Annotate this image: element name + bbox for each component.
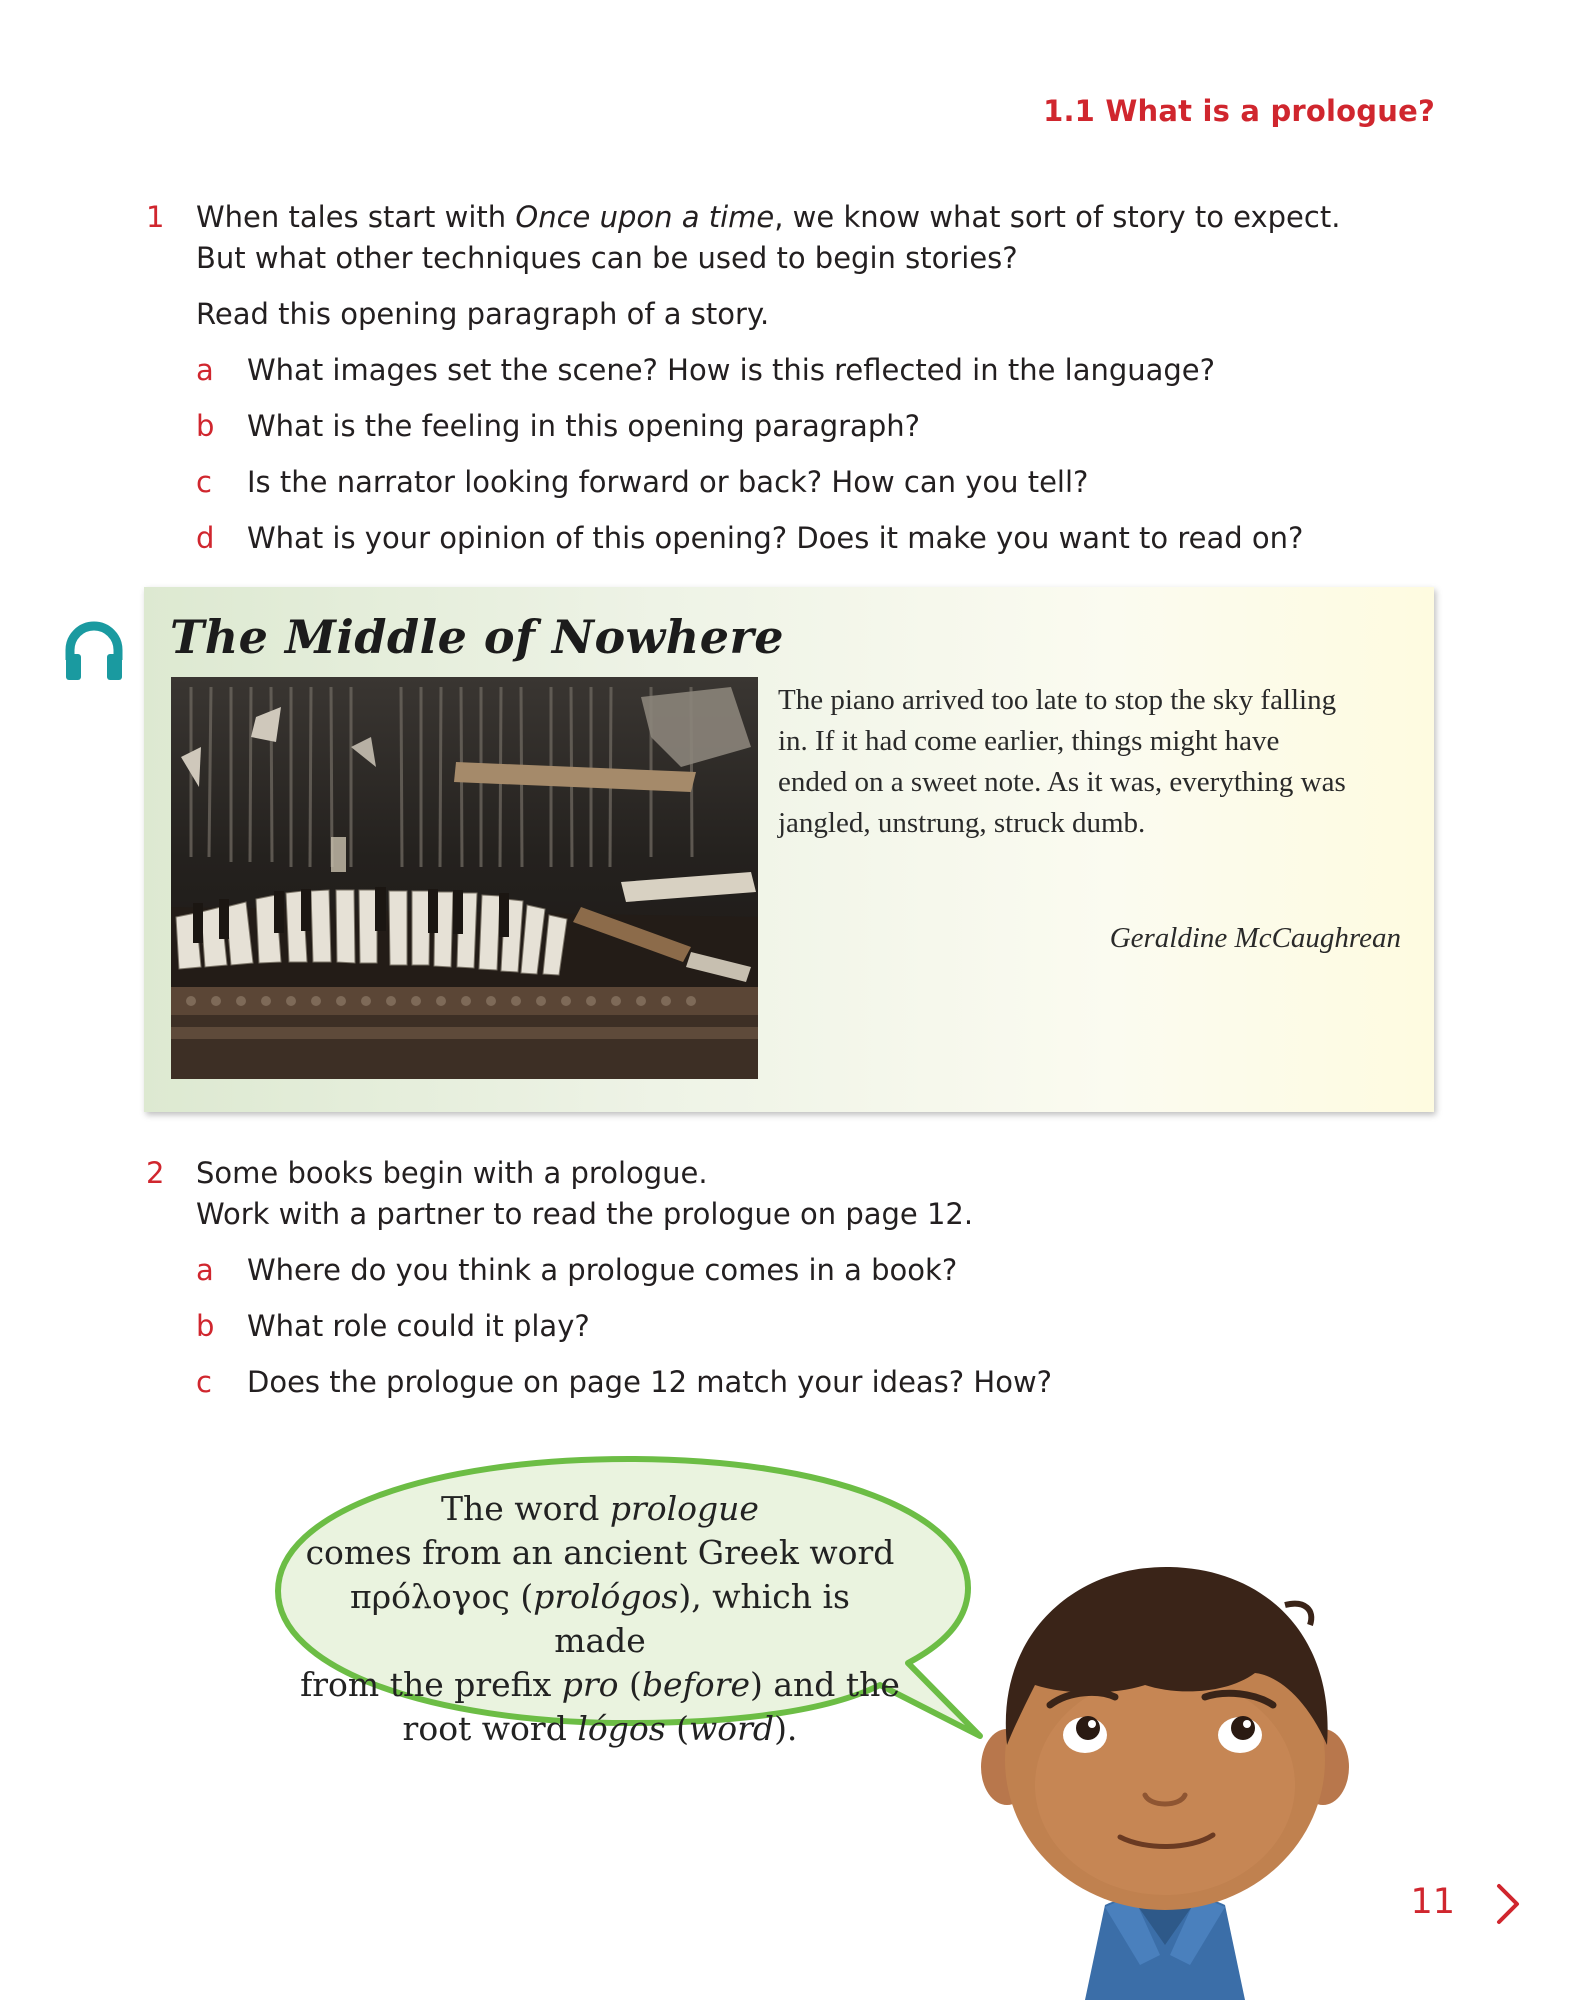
item-letter: a — [196, 1253, 214, 1287]
chevron-right-icon[interactable] — [1493, 1882, 1523, 1926]
item-letter: b — [196, 1309, 215, 1343]
text-run: ), which is made — [554, 1577, 850, 1660]
question-text-2: Work with a partner to read the prologue on page 12. — [196, 1197, 974, 1231]
bubble-line — [300, 1663, 900, 1707]
item-text: Does the prologue on page 12 match your ideas? How? — [247, 1365, 1053, 1399]
text-italic: prologue — [609, 1489, 759, 1528]
item-letter: d — [196, 521, 215, 555]
item-letter: a — [196, 353, 214, 387]
question-text: Some books begin with a prologue. — [196, 1156, 708, 1190]
passage-line: The piano arrived too late to stop the sky falling — [778, 684, 1337, 716]
text-run: ). — [774, 1709, 798, 1748]
bubble-line: comes from an ancient Greek word — [305, 1533, 895, 1572]
text-italic: before — [641, 1665, 750, 1704]
item-letter: c — [196, 1365, 212, 1399]
text-run: root word — [402, 1709, 578, 1748]
text-run: When tales start with — [196, 200, 516, 234]
text-run: , we know what sort of story to expect. — [774, 200, 1341, 234]
headphones-icon[interactable] — [64, 620, 124, 682]
reading-title: The Middle of Nowhere — [170, 610, 784, 664]
piano-photo — [171, 677, 758, 1079]
item-letter: b — [196, 409, 215, 443]
reading-passage — [778, 680, 1418, 844]
text-run: πρόλογος ( — [350, 1577, 534, 1616]
item-text: Is the narrator looking forward or back? How can you tell? — [247, 465, 1089, 499]
text-run: from the prefix — [300, 1665, 562, 1704]
audio-track-number: 01 — [85, 636, 103, 651]
instruction: Read this opening paragraph of a story. — [196, 297, 770, 331]
question-number: 1 — [146, 200, 165, 234]
bubble-line — [300, 1575, 900, 1663]
text-italic: word — [689, 1709, 775, 1748]
speech-bubble-text — [300, 1487, 900, 1751]
bubble-line — [300, 1487, 900, 1531]
text-run: ) and the — [749, 1665, 900, 1704]
item-text: What is your opinion of this opening? Does it make you want to read on? — [247, 521, 1304, 555]
text-italic: prológos — [533, 1577, 679, 1616]
section-title: 1.1 What is a prologue? — [1043, 94, 1435, 128]
text-run: ( — [618, 1665, 642, 1704]
item-text: What images set the scene? How is this reflected in the language? — [247, 353, 1216, 387]
text-italic: lógos — [577, 1709, 666, 1748]
question-text-2: But what other techniques can be used to begin stories? — [196, 241, 1018, 275]
boy-illustration — [955, 1545, 1375, 2000]
question-text — [196, 197, 1340, 238]
author-name: Geraldine McCaughrean — [1109, 922, 1401, 954]
bubble-line — [300, 1707, 900, 1751]
passage-line: ended on a sweet note. As it was, everything was — [778, 766, 1346, 798]
text-italic: Once upon a time — [515, 200, 775, 234]
passage-line: in. If it had come earlier, things might have — [778, 725, 1280, 757]
text-run: The word — [441, 1489, 610, 1528]
text-italic: pro — [561, 1665, 619, 1704]
passage-line: jangled, unstrung, struck dumb. — [778, 807, 1146, 839]
page-number: 11 — [1410, 1882, 1455, 1922]
item-letter: c — [196, 465, 212, 499]
item-text: Where do you think a prologue comes in a book? — [247, 1253, 958, 1287]
item-text: What role could it play? — [247, 1309, 590, 1343]
item-text: What is the feeling in this opening paragraph? — [247, 409, 921, 443]
text-run: ( — [665, 1709, 690, 1748]
question-number: 2 — [146, 1156, 165, 1190]
